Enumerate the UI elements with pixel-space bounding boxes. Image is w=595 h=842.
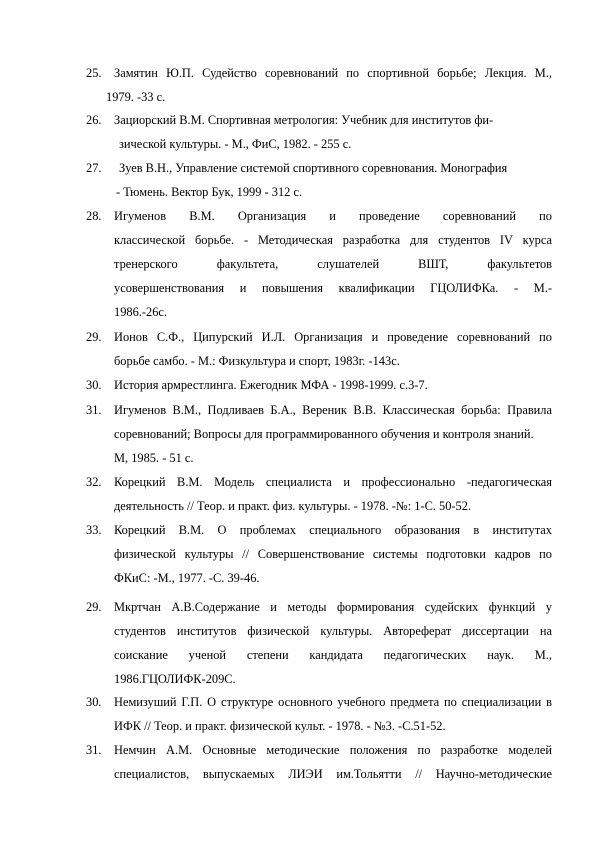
reference-line: Зациорский В.М. Спортивная метрология: Учебник для институтов фи- [114, 113, 494, 127]
reference-line: борьбе самбо. - М.: Физкультура и спорт, 1983г. -143с. [114, 354, 400, 368]
reference-number: 30. [86, 695, 102, 709]
reference-line: ИФК // Теор. и практ. физической культ. - 1978. - №3. -С.51-52. [114, 719, 446, 733]
reference-line: Мкртчан А.В.Содержание и методы формирования судейских функций у [114, 600, 552, 614]
reference-line: Корецкий В.М. О проблемах специального образования в институтах [114, 523, 552, 537]
reference-number: 29. [86, 330, 102, 344]
reference-line: 1986.-26с. [114, 305, 167, 319]
reference-line: История армрестлинга. Ежегодник МФА - 1998-1999. с.3-7. [114, 378, 428, 392]
reference-line: физической культуры // Совершенствование системы подготовки кадров по [114, 547, 552, 561]
reference-line: Немизуший Г.П. О структуре основного учебного предмета по специализации в [114, 695, 552, 709]
reference-line: Игуменов В.М., Подливаев Б.А., Вереник В.В. Классическая борьба: Правила [114, 403, 552, 417]
reference-line: специалистов, выпускаемых ЛИЭИ им.Тольятти // Научно-методические [114, 767, 552, 781]
reference-number: 25. [86, 66, 102, 80]
reference-line: Корецкий В.М. Модель специалиста и профессионально -педагогическая [114, 475, 552, 489]
reference-number: 29. [86, 600, 102, 614]
reference-number: 30. [86, 378, 102, 392]
reference-line: 1979. -33 с. [106, 90, 166, 104]
reference-number: 26. [86, 113, 102, 127]
reference-number: 27. [86, 161, 102, 175]
reference-number: 32. [86, 475, 102, 489]
reference-number: 33. [86, 523, 102, 537]
reference-line: - Тюмень. Вектор Бук, 1999 - 312 с. [116, 185, 303, 199]
reference-line: Ионов С.Ф., Ципурский И.Л. Организация и проведение соревнований по [114, 330, 552, 344]
reference-line: Игуменов В.М. Организация и проведение соревнований по [114, 209, 552, 223]
reference-line: классической борьбе. - Методическая разработка для студентов IV курса [114, 233, 552, 247]
reference-number: 28. [86, 209, 102, 223]
reference-line: зической культуры. - М., ФиС, 1982. - 255 с. [119, 137, 352, 151]
reference-number: 31. [86, 403, 102, 417]
reference-line: Немчин А.М. Основные методические положения по разработке моделей [114, 743, 552, 757]
reference-line: ФКиС: -М., 1977. -С. 39-46. [114, 571, 260, 585]
reference-line: Замятин Ю.П. Судейство соревнований по спортивной борьбе; Лекция. М., [114, 66, 552, 80]
reference-number: 31. [86, 743, 102, 757]
reference-line: соревнований; Вопросы для программированного обучения и контроля знаний. [114, 427, 534, 441]
reference-line: студентов институтов физической культуры. Автореферат диссертации на [114, 624, 552, 638]
reference-line: Зуев В.Н., Управление системой спортивного соревнования. Монография [119, 161, 508, 175]
reference-line: 1986.ГЦОЛИФК-209С. [114, 672, 236, 686]
reference-line: М, 1985. - 51 с. [114, 451, 194, 465]
reference-line: тренерского факультета, слушателей ВШТ, факультетов [114, 257, 552, 271]
reference-line: деятельность // Теор. и практ. физ. культуры. - 1978. -№: 1-С. 50-52. [114, 499, 472, 513]
reference-line: усовершенствования и повышения квалификации ГЦОЛИФКа. - М.- [114, 281, 552, 295]
reference-line: соискание ученой степени кандидата педагогических наук. М., [114, 648, 552, 662]
